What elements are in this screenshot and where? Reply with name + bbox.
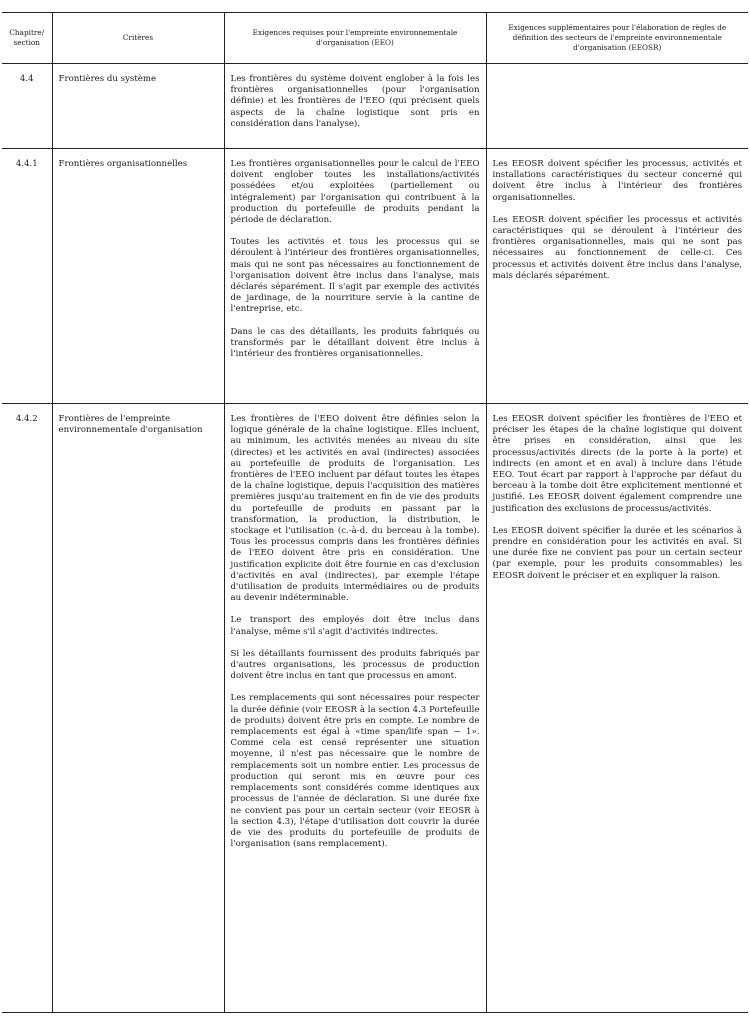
requirement-paragraph: Les frontières du système doivent englober à la fois les frontières organisationnelles (pour l'organisation définie) et les frontières de l'EEO (qui précisent quels aspects de la chaîne logistique sont pris en considération dans l'analyse).	[230, 74, 480, 129]
row-criteria: Frontières organisationnelles	[52, 149, 224, 404]
row-eeosr-requirements	[486, 404, 748, 1013]
table-header-row	[2, 13, 748, 64]
requirement-paragraph: Les remplacements qui sont nécessaires pour respecter la durée définie (voir EEOSR à la section 4.3 Portefeuille de produits) doivent être pris en compte. Le nombre de remplacements est égal à «time span/life span − 1». Comme cela est censé représenter une situation moyenne, il n'est pas nécessaire que le nombre de remplacements soit un nombre entier. Les processus de production qui seront mis en œuvre pour ces remplacements sont considérés comme identiques aux processus de l'année de déclaration. Si une durée fixe ne convient pas pour un certain secteur (voir EEOSR à la section 4.3), l'étape d'utilisation doit couvrir la durée de vie des produits du portefeuille de produits de l'organisation (sans remplacement).	[230, 693, 480, 850]
row-section-number: 4.4.1	[2, 149, 52, 404]
supplementary-paragraph: Les EEOSR doivent spécifier les processus et activités caractéristiques qui se déroulent à l'intérieur des frontières organisationnelles, mais qui ne sont pas nécessaires au fonctionnement de celle-ci. Ces processus et activités doivent être inclus dans l'analyse, mais déclarés séparément.	[492, 214, 742, 281]
supplementary-paragraph: Les EEOSR doivent spécifier les frontières de l'EEO et préciser les étapes de la chaîne logistique qui doivent être prises en considération, ainsi que les processus/activités directs (de la porte à la porte) et indirects (en amont et en aval) à inclure dans l'étude EEO. Tout écart par rapport à l'approche par défaut du berceau à la tombe doit être explicitement mentionné et justifié. Les EEOSR doivent également comprendre une justification des exclusions de processus/activités.	[492, 414, 742, 514]
table-row	[2, 64, 748, 149]
row-eeo-requirements	[224, 404, 486, 1013]
header-eeo-requirements: Exigences requises pour l'empreinte environnementale d'organisation (EEO)	[224, 13, 486, 64]
requirement-paragraph: Toutes les activités et tous les processus qui se déroulent à l'intérieur des frontières organisationnelles, mais qui ne sont pas nécessaires au fonctionnement de l'organisation doivent être inclus dans l'analyse, mais déclarés séparément. Il s'agit par exemple des activités de jardinage, de la nourriture servie à la cantine de l'entreprise, etc.	[230, 237, 480, 315]
supplementary-paragraph: Les EEOSR doivent spécifier les processus, activités et installations caractéristiques du secteur concerné qui doivent être inclus à l'intérieur des frontières organisationnelles.	[492, 159, 742, 203]
header-eeosr-requirements: Exigences supplémentaires pour l'élaboration de règles de définition des secteurs de l'empreinte environnementale d'organisation (EEOSR)	[486, 13, 748, 64]
header-criteria: Critères	[52, 13, 224, 64]
header-section: Chapitre/ section	[2, 13, 52, 64]
row-criteria: Frontières de l'empreinte environnementale d'organisation	[52, 404, 224, 1013]
requirement-paragraph: Le transport des employés doit être inclus dans l'analyse, même s'il s'agit d'activités indirectes.	[230, 615, 480, 637]
supplementary-paragraph: Les EEOSR doivent spécifier la durée et les scénarios à prendre en considération pour les activités en aval. Si une durée fixe ne convient pas pour un certain secteur (par exemple, pour les produits consommables) les EEOSR doivent le préciser et en expliquer la raison.	[492, 525, 742, 581]
table-row	[2, 149, 748, 404]
requirement-paragraph: Si les détaillants fournissent des produits fabriqués par d'autres organisations, les processus de production doivent être inclus en tant que processus en amont.	[230, 648, 480, 682]
row-eeosr-requirements	[486, 64, 748, 149]
requirements-table	[2, 12, 748, 1013]
requirement-paragraph: Les frontières organisationnelles pour le calcul de l'EEO doivent englober toutes les installations/activités possédées et/ou exploitées (partiellement ou intégralement) par l'organisation qui contribuent à la production du portefeuille de produits pendant la période de déclaration.	[230, 159, 480, 226]
row-eeo-requirements	[224, 149, 486, 404]
row-criteria: Frontières du système	[52, 64, 224, 149]
requirement-paragraph: Dans le cas des détaillants, les produits fabriqués ou transformés par le détaillant doivent être inclus à l'intérieur des frontières organisationnelles.	[230, 326, 480, 360]
requirement-paragraph: Les frontières de l'EEO doivent être définies selon la logique générale de la chaîne logistique. Elles incluent, au minimum, les activités menées au niveau du site (directes) et les activités en aval (indirectes) associées au portefeuille de produits de l'organisation. Les frontières de l'EEO incluent par défaut toutes les étapes de la chaîne logistique, depuis l'acquisition des matières premières jusqu'au traitement en fin de vie des produits du portefeuille de produits en passant par la transformation, la production, la distribution, le stockage et l'utilisation (c.-à-d. du berceau à la tombe). Tous les processus compris dans les frontières définies de l'EEO doivent être pris en considération. Une justification explicite doit être fournie en cas d'exclusion d'activités en aval (indirectes), par exemple l'étape d'utilisation de produits intermédiaires ou de produits au devenir indéterminable.	[230, 414, 480, 604]
row-eeo-requirements	[224, 64, 486, 149]
row-section-number: 4.4.2	[2, 404, 52, 1013]
row-section-number: 4.4	[2, 64, 52, 149]
table-row	[2, 404, 748, 1013]
row-eeosr-requirements	[486, 149, 748, 404]
